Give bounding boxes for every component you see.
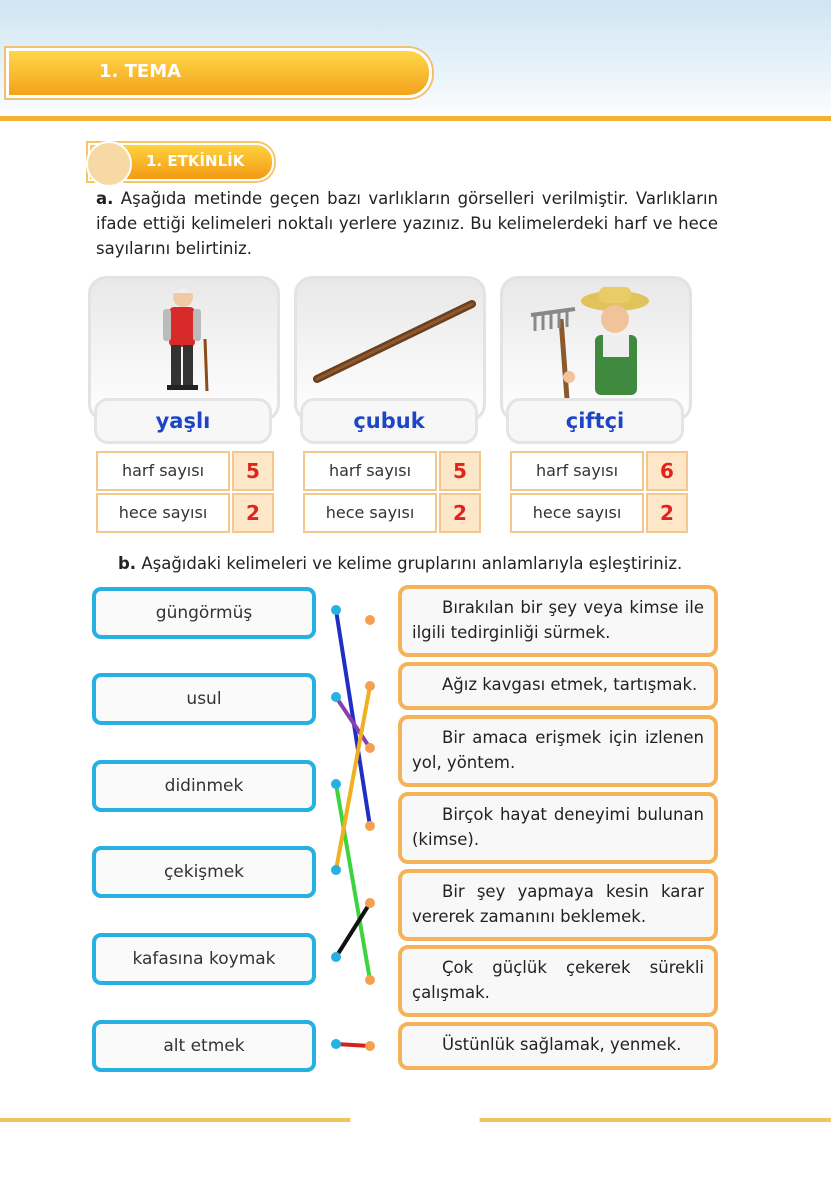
left-connector-dot[interactable] xyxy=(331,692,341,702)
right-connector-dot[interactable] xyxy=(365,821,375,831)
card-word: yaşlı xyxy=(94,398,272,444)
letter-count-value: 6 xyxy=(646,451,688,491)
match-line-6 xyxy=(336,1044,370,1046)
word-box[interactable]: usul xyxy=(92,673,316,725)
right-connector-dot[interactable] xyxy=(365,975,375,985)
activity-title: 1. ETKİNLİK xyxy=(146,152,245,170)
meaning-box[interactable]: Bir amaca erişmek için izlenen yol, yöntem. xyxy=(398,715,718,787)
part-b-text: Aşağıdaki kelimeleri ve kelime gruplarını anlamlarıyla eşleştiriniz. xyxy=(141,554,683,573)
meaning-box[interactable]: Bırakılan bir şey veya kimse ile ilgili tedirginliği sürmek. xyxy=(398,585,718,657)
meaning-box[interactable]: Bir şey yapmaya kesin karar vererek zamanını beklemek. xyxy=(398,869,718,941)
letter-count-label: harf sayısı xyxy=(510,451,644,491)
syllable-count-label: hece sayısı xyxy=(510,493,644,533)
syllable-count-value: 2 xyxy=(439,493,481,533)
left-connector-dot[interactable] xyxy=(331,605,341,615)
card-word: çubuk xyxy=(300,398,478,444)
right-connector-dot[interactable] xyxy=(365,743,375,753)
part-a-text: Aşağıda metinde geçen bazı varlıkların görselleri verilmiştir. Varlıkların ifade ettiği kelimeleri noktalı yerlere yazınız. Bu kelimelerdeki harf ve hece sayılarını belirtiniz. xyxy=(96,189,719,258)
syllable-count-label: hece sayısı xyxy=(96,493,230,533)
letter-count-label: harf sayısı xyxy=(303,451,437,491)
right-connector-dot[interactable] xyxy=(365,681,375,691)
syllable-count-value: 2 xyxy=(232,493,274,533)
meaning-box[interactable]: Ağız kavgası etmek, tartışmak. xyxy=(398,662,718,710)
word-box[interactable]: didinmek xyxy=(92,760,316,812)
letter-count-value: 5 xyxy=(439,451,481,491)
right-connector-dot[interactable] xyxy=(365,898,375,908)
left-connector-dot[interactable] xyxy=(331,1039,341,1049)
meaning-box[interactable]: Çok güçlük çekerek sürekli çalışmak. xyxy=(398,945,718,1017)
letter-count-value: 5 xyxy=(232,451,274,491)
word-box[interactable]: çekişmek xyxy=(92,846,316,898)
part-a-letter: a. xyxy=(96,189,114,208)
meaning-box[interactable]: Üstünlük sağlamak, yenmek. xyxy=(398,1022,718,1070)
left-connector-dot[interactable] xyxy=(331,952,341,962)
word-box[interactable]: kafasına koymak xyxy=(92,933,316,985)
right-connector-dot[interactable] xyxy=(365,1041,375,1051)
left-connector-dot[interactable] xyxy=(331,865,341,875)
left-connector-dot[interactable] xyxy=(331,779,341,789)
word-box[interactable]: alt etmek xyxy=(92,1020,316,1072)
theme-title: 1. TEMA xyxy=(99,61,182,82)
part-b-letter: b. xyxy=(118,554,137,573)
footer-glow xyxy=(350,1110,480,1130)
card-word: çiftçi xyxy=(506,398,684,444)
syllable-count-value: 2 xyxy=(646,493,688,533)
right-connector-dot[interactable] xyxy=(365,615,375,625)
syllable-count-label: hece sayısı xyxy=(303,493,437,533)
letter-count-label: harf sayısı xyxy=(96,451,230,491)
meaning-box[interactable]: Birçok hayat deneyimi bulunan (kimse). xyxy=(398,792,718,864)
word-box[interactable]: güngörmüş xyxy=(92,587,316,639)
